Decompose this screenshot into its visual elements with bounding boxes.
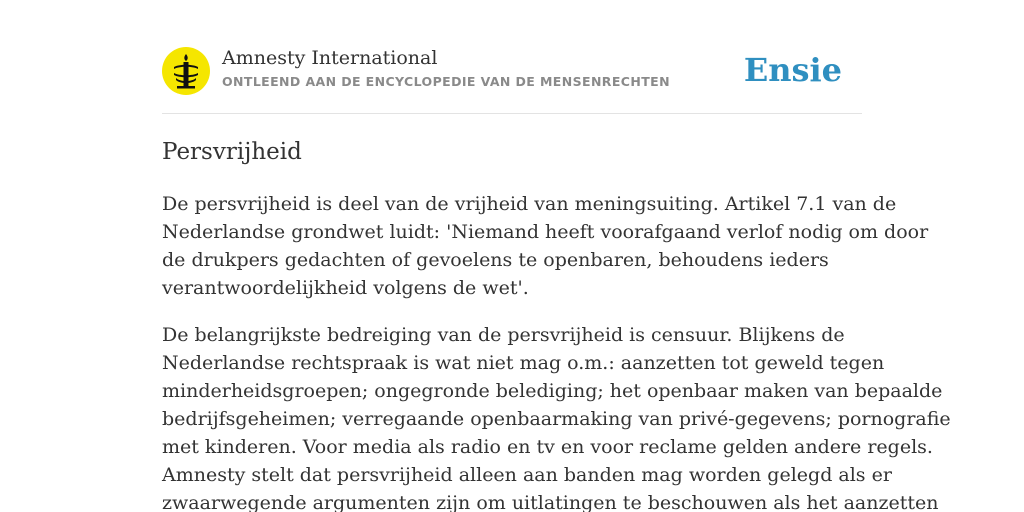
- paragraph-line: de drukpers gedachten of gevoelens te openbaren, behoudens ieders: [162, 249, 829, 271]
- paragraph-line: zwaarwegende argumenten zijn om uitlatingen te beschouwen als het aanzetten: [162, 492, 939, 512]
- source-subtitle: ONTLEEND AAN DE ENCYCLOPEDIE VAN DE MENSENRECHTEN: [222, 74, 670, 89]
- paragraph-line: Nederlandse rechtspraak is wat niet mag o.m.: aanzetten tot geweld tegen: [162, 352, 885, 374]
- paragraph-line: De persvrijheid is deel van de vrijheid van meningsuiting. Artikel 7.1 van de: [162, 193, 897, 215]
- paragraph: [162, 321, 951, 512]
- paragraph-line: Amnesty stelt dat persvrijheid alleen aan banden mag worden gelegd als er: [162, 464, 892, 486]
- amnesty-candle-icon[interactable]: [162, 47, 210, 95]
- organization-name[interactable]: Amnesty International: [222, 47, 438, 69]
- article-header: [162, 46, 862, 96]
- paragraph-line: verantwoordelijkheid volgens de wet'.: [162, 277, 529, 299]
- paragraph-line: bedrijfsgeheimen; verregaande openbaarmaking van privé-gegevens; pornografie: [162, 408, 951, 430]
- paragraph-line: minderheidsgroepen; ongegronde belediging; het openbaar maken van bepaalde: [162, 380, 943, 402]
- paragraph-line: De belangrijkste bedreiging van de persvrijheid is censuur. Blijkens de: [162, 324, 845, 346]
- paragraph: [162, 190, 929, 302]
- article-body: [162, 190, 951, 512]
- paragraph-line: Nederlandse grondwet luidt: 'Niemand heeft voorafgaand verlof nodig om door: [162, 221, 929, 243]
- paragraph-line: met kinderen. Voor media als radio en tv en voor reclame gelden andere regels.: [162, 436, 933, 458]
- article-title: Persvrijheid: [162, 139, 302, 165]
- ensie-logo[interactable]: Ensie: [743, 51, 842, 89]
- header-divider: [162, 113, 862, 114]
